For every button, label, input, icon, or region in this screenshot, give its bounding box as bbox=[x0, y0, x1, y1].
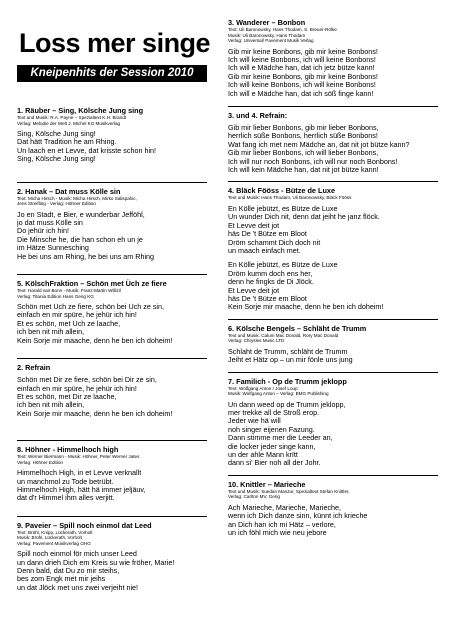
lyric-line: En Kölle jebützt, es Bütze de Luxe bbox=[228, 204, 338, 213]
lyric-line: un maach einfach met. bbox=[228, 246, 301, 255]
lyric-line: ich ben nit mih allein, bbox=[17, 401, 85, 410]
song-title: 3. Wanderer – Bonbon bbox=[228, 18, 306, 27]
song-credit: Verlag: Titania Edition Hans Gerig KG bbox=[17, 293, 94, 299]
lyric-line: Himmelhoch High, in et Levve verknallt bbox=[17, 469, 142, 478]
lyric-line: denn he fingks de Di Jlöck. bbox=[228, 278, 314, 287]
page-subtitle: Kneipenhits der Session 2010 bbox=[17, 65, 207, 82]
lyric-line: Do jehür ich hin! bbox=[17, 227, 69, 236]
lyric-line: Gib mir keine Bonbons, gib mir keine Bonbons! bbox=[228, 72, 378, 81]
lyric-line: bes zom Engk met mir jeihs bbox=[17, 575, 106, 584]
song-credit: Text: Wolfgang Anton / Josef Loup bbox=[228, 385, 298, 391]
lyrics-verse bbox=[228, 205, 438, 255]
lyric-line: Sing, Kölsche Jung sing! bbox=[17, 130, 96, 138]
right-song-list bbox=[228, 0, 438, 537]
lyric-line: an Dich han ich mi Hätz – verlore, bbox=[228, 520, 336, 529]
song-title: 2. Hanak – Dat muss Kölle sin bbox=[17, 186, 121, 196]
lyric-line: Ich will e Mädche han, dat ich söß finge kann! bbox=[228, 89, 374, 98]
song-credit: Verlag: Pavement Musikverlag OHG bbox=[17, 540, 91, 546]
lyric-line: He bei uns am Rhing, he bei uns am Rhing bbox=[17, 252, 155, 261]
lyric-line: Gib mir keine Bonbons, gib mir keine Bonbons! bbox=[228, 47, 378, 56]
lyric-line: Kein Sorje mir maache, denn he ben ich doheim! bbox=[17, 409, 173, 418]
song-title: 10. Knittler – Marieche bbox=[228, 479, 306, 489]
lyrics-verse bbox=[228, 348, 438, 365]
left-column bbox=[17, 0, 211, 592]
song-title: 4. Bläck Fööss - Bütze de Luxe bbox=[228, 186, 336, 196]
lyric-line: Ich will nur noch Bonbons, ich will nur noch Bonbons! bbox=[228, 157, 398, 166]
lyric-line: Un dann weed op de Trumm jeklopp, bbox=[228, 400, 346, 409]
lyric-line: häs De 't Bütze em Bloot bbox=[228, 294, 307, 303]
lyric-line: mer trekke all de Stroß erop. bbox=[228, 408, 320, 417]
lyrics-verse bbox=[17, 469, 207, 503]
lyric-line: un dat Jlöck met uns zwei verjeiht nie! bbox=[17, 583, 139, 592]
lyric-line: im Hätze Sunnesching bbox=[17, 244, 89, 253]
lyric-line: Denn bald, dat Du zo mir steihs, bbox=[17, 567, 120, 576]
lyrics-verse bbox=[228, 401, 438, 468]
song-title: 2. Refrain bbox=[17, 363, 51, 373]
song-title: 9. Paveier – Spill noch einmol dat Leed bbox=[17, 520, 152, 530]
lyric-line: Spill noch einmol för mich unser Leed bbox=[17, 550, 137, 559]
page-title: Loss mer singe bbox=[19, 28, 211, 58]
lyric-line: Et Levve deit jot bbox=[228, 221, 280, 230]
lyric-line: Ich will keine Bonbons, ich will keine Bonbons! bbox=[228, 55, 376, 64]
lyric-line: un manchmol zu Tode betrübt. bbox=[17, 477, 114, 486]
song-block bbox=[17, 275, 207, 359]
song-title: 8. Höhner - Himmelhoch high bbox=[17, 445, 119, 455]
lyric-line: un der ahle Mann krïtt bbox=[228, 451, 298, 459]
song-credit: Text: Micha Hirsch - Musik: Micha Hirsch, Mirko Salispahic, bbox=[17, 195, 137, 201]
lyric-line: Schön met Üch ze fiere, schön bei Üch ze sin, bbox=[17, 303, 165, 312]
song-credit: Jens Streifling - Verlag: Höhner Edition bbox=[17, 201, 96, 207]
lyric-line: die locker jeder singe kann, bbox=[228, 442, 316, 451]
lyric-line: Et es schön, met Üch ze laache, bbox=[17, 319, 121, 328]
lyric-line: ich ben nit mih allein, bbox=[17, 328, 85, 337]
lyric-line: noh singer eijenen Fazung. bbox=[228, 425, 315, 434]
lyric-line: Sing, Kölsche Jung sing! bbox=[17, 155, 96, 164]
song-credit: Text und Musik: Hans Thodam, Uli Baronowsky, Bläck Fööss bbox=[228, 195, 352, 201]
lyric-line: Dröm kumm doch ens her, bbox=[228, 269, 313, 278]
lyric-line: herrlich süße Bonbons, herrlich süße Bonbons! bbox=[228, 132, 378, 141]
lyric-line: un ich föhl mich wie neu jebore bbox=[228, 529, 327, 538]
lyric-line: un dann drieh Dich em Kreis su wie fröher, Marie! bbox=[17, 558, 175, 567]
lyric-line: Jeder wie hä will bbox=[228, 417, 281, 426]
lyric-line: Ich will kein Mädche han, dat nit jot bütze kann! bbox=[228, 165, 379, 174]
lyric-line: Schön met Dir ze fiere, schön bei Dir ze sin, bbox=[17, 376, 157, 385]
lyric-line: Dann stimme mer die Leeder an, bbox=[228, 434, 333, 443]
lyric-line: Ich will e Mädche han, dat ich jetz bütze kann! bbox=[228, 64, 375, 73]
song-credit: Text und Musik: Suedan Manzur, Spezialtext Stefan Knittler, bbox=[228, 488, 350, 494]
songbook-header bbox=[17, 25, 211, 82]
song-block bbox=[17, 441, 207, 517]
lyric-line: En Kölle jebützt, es Bütze de Luxe bbox=[228, 261, 338, 270]
song-credit: Verlag: Universal/ Pavement Musik Verlag bbox=[228, 38, 314, 43]
song-block bbox=[17, 517, 207, 593]
lyrics-verse bbox=[228, 504, 438, 538]
song-block bbox=[228, 0, 438, 107]
lyric-line: Wat fang ich met nem Mädche an, dat nit jot bütze kann? bbox=[228, 140, 410, 149]
song-credit: Musik: Uli Baronowsky, Hans Thodam bbox=[228, 32, 306, 38]
song-credit: Verlag: Carlton MV, Gerig bbox=[228, 494, 280, 500]
lyric-line: Un laach en et Levve, dat krisste schon hin! bbox=[17, 146, 157, 155]
lyric-line: Kein Sorje mir maache, denn he ben ich doheim! bbox=[17, 336, 173, 345]
song-credit: Verlag: Chrysles Music LTD bbox=[228, 338, 285, 344]
song-credit: Text: Uli Baronowsky, Hans Thodam, S. Breuer-Rölke bbox=[228, 27, 337, 32]
song-credit: Text: Brühl, Knipp, Lückerath, Vorholt bbox=[17, 529, 93, 535]
lyrics-verse bbox=[17, 211, 207, 261]
song-credit: Text: Harald van Bonn - Musik: Franz-Martin Willizil bbox=[17, 288, 121, 294]
right-column bbox=[228, 0, 438, 537]
song-credit: Text und Musik: Calum Mac Donald, Rory Mac Donald bbox=[228, 332, 339, 338]
lyric-line: Kein Sorje mir maache, denn he ben ich doheim! bbox=[228, 303, 384, 312]
song-title: 5. KölschFraktion – Schön met Üch ze fiere bbox=[17, 279, 167, 289]
song-block bbox=[228, 373, 438, 476]
song-title: 7. Familich - Op de Trumm jeklopp bbox=[228, 376, 347, 386]
song-credit: Text und Musik: R.A. Payne – Spezialtext K.H. Brandt bbox=[17, 115, 127, 120]
lyric-line: einfach en mir spüre, he jehür ich hin! bbox=[17, 384, 137, 393]
lyrics-verse bbox=[228, 124, 438, 174]
lyrics-verse bbox=[17, 130, 207, 164]
song-block bbox=[17, 82, 207, 183]
lyric-line: einfach en mir spüre, he jehür ich hin! bbox=[17, 311, 137, 320]
song-credit: Musik: Brühl, Lückerath, Vorholt bbox=[17, 535, 82, 541]
lyric-line: Et es schön, met Dir ze laache, bbox=[17, 392, 117, 401]
song-block bbox=[17, 183, 207, 275]
lyric-line: dat d'r Himmel ihm alles verjitt. bbox=[17, 494, 115, 503]
left-song-list bbox=[17, 82, 207, 592]
song-title: 1. Räuber – Sing, Kölsche Jung sing bbox=[17, 106, 144, 115]
lyrics-verse bbox=[228, 261, 438, 311]
song-credit: Verlag: Melodie der Welt J. Michel KG Musikverlag bbox=[17, 120, 121, 126]
lyric-line: Jo en Stadt, e Bier, e wunderbar Jefföhl, bbox=[17, 210, 145, 219]
lyric-line: Et Levve deit jot bbox=[228, 286, 280, 295]
lyric-line: jo dat muss Kölle sin bbox=[17, 219, 83, 228]
song-block bbox=[228, 182, 438, 319]
song-title: 3. und 4. Refrain: bbox=[228, 110, 288, 120]
lyrics-verse bbox=[17, 303, 207, 345]
lyric-line: Gib mir lieber Bonbons, gib mir lieber Bonbons, bbox=[228, 123, 379, 132]
lyric-line: häs De 't Bütze em Bloot bbox=[228, 230, 307, 239]
song-block bbox=[228, 476, 438, 538]
lyrics-verse bbox=[17, 376, 207, 418]
lyric-line: Dat hätt Tradition he am Rhing. bbox=[17, 138, 117, 147]
lyric-line: Jeiht et Hätz op – un mir fönle uns jung bbox=[228, 356, 353, 365]
lyrics-verse bbox=[17, 550, 207, 592]
lyric-line: Gib mir lieber Bonbons, ich will lieber Bonbons, bbox=[228, 149, 379, 158]
lyric-line: Un wunder Dich nit, denn dat jeiht he janz flöck. bbox=[228, 213, 380, 222]
lyric-line: Ach Marieche, Marieche, Marieche, bbox=[228, 503, 342, 512]
song-credit: Musik: Wolfgang Anton – Verlag: BMG Publishing bbox=[228, 391, 329, 397]
lyric-line: Schlaht de Trumm, schläht de Trumm bbox=[228, 347, 348, 356]
lyric-line: Dröm schammt Dich doch nit bbox=[228, 238, 321, 247]
song-block bbox=[228, 320, 438, 373]
song-credit: Verlag: Höhner Edition bbox=[17, 459, 63, 465]
lyric-line: Die Minsche he, die han schon eh un je bbox=[17, 235, 143, 244]
lyric-line: Ich will keine Bonbons, ich will keine Bonbons! bbox=[228, 81, 376, 90]
song-credit: Text: Werner Biermann - Musik: Höhner, Peter Werner Jates bbox=[17, 454, 140, 460]
lyrics-verse bbox=[228, 48, 438, 98]
song-title: 6. Kölsche Bengels – Schläht de Trumm bbox=[228, 323, 367, 333]
song-block bbox=[228, 107, 438, 182]
lyric-line: wenn ich Dich danze sinn, künnt ich krieche bbox=[228, 512, 368, 521]
lyric-line: dann si' Bier noh all der Johr. bbox=[228, 459, 321, 468]
lyric-line: Himmelhoch High, hätt hä immer jeljäuv, bbox=[17, 485, 146, 494]
song-block bbox=[17, 359, 207, 441]
